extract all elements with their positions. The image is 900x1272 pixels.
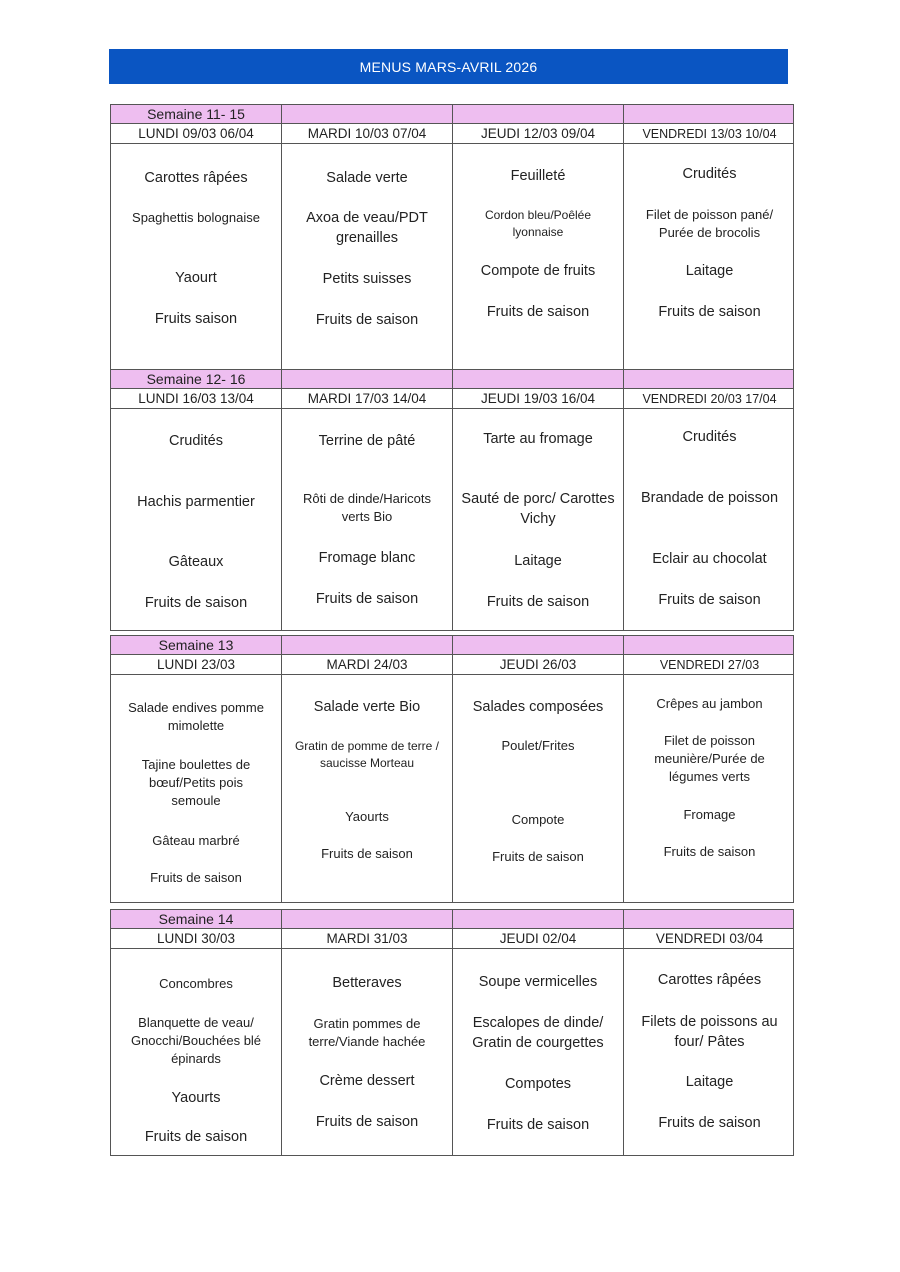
menu-cell (624, 675, 795, 902)
day-label: LUNDI 23/03 (111, 655, 282, 674)
week-2-table (110, 369, 794, 631)
menu-item: Fruits de saison (663, 844, 756, 859)
menu-item: Blanquette de veau/ Gnocchi/Bouchées blé épinards (130, 1015, 262, 1066)
menu-item: Betteraves (332, 975, 402, 991)
week-label: Semaine 14 (111, 910, 282, 928)
menu-cell (453, 409, 624, 630)
menu-item: Fruits de saison (150, 870, 242, 885)
menu-cell (111, 144, 282, 369)
menu-item: Fruits de saison (486, 304, 590, 320)
menu-item: Brandade de poisson (640, 490, 779, 506)
day-label: VENDREDI 20/03 17/04 (642, 391, 777, 406)
menu-cell (111, 409, 282, 630)
day-label: LUNDI 30/03 (111, 929, 282, 948)
menu-item: Soupe vermicelles (478, 974, 598, 990)
day-header-row (110, 124, 794, 144)
menu-item: Concombres (159, 976, 233, 991)
menu-item: Fruits de saison (658, 1115, 761, 1131)
menu-item: Tarte au fromage (483, 431, 593, 447)
day-label: MARDI 31/03 (282, 929, 453, 948)
menu-cell (624, 409, 795, 630)
menu-item: Crudités (682, 429, 737, 445)
day-label: LUNDI 16/03 13/04 (111, 389, 282, 408)
menu-cell (453, 675, 624, 902)
menu-row (110, 409, 794, 631)
menu-item: Fruits de saison (315, 591, 419, 607)
menu-cell (624, 144, 795, 369)
menu-item: Axoa de veau/PDT grenailles (306, 210, 428, 246)
menu-cell (282, 949, 453, 1155)
menu-item: Fromage blanc (318, 550, 416, 566)
menu-item: Fruits de saison (658, 592, 761, 608)
day-label: MARDI 10/03 07/04 (282, 124, 453, 143)
menu-item: Fruits de saison (492, 849, 584, 864)
menu-item: Gâteau marbré (152, 833, 240, 848)
menu-item: Salades composées (472, 699, 604, 715)
menu-item: Terrine de pâté (318, 433, 416, 449)
menu-item: Laitage (685, 263, 734, 279)
menu-item: Hachis parmentier (137, 494, 255, 510)
menu-item: Salade verte Bio (313, 699, 421, 715)
day-header-row (110, 389, 794, 409)
page-title: MENUS MARS-AVRIL 2026 (109, 49, 788, 84)
menu-item: Crudités (169, 433, 223, 449)
menu-item: Cordon bleu/Poêlée lyonnaise (484, 208, 592, 239)
menu-item: Poulet/Frites (501, 738, 575, 753)
menu-item: Fruits de saison (486, 594, 590, 610)
day-label: JEUDI 02/04 (453, 929, 624, 948)
day-label: JEUDI 12/03 09/04 (453, 124, 624, 143)
menu-item: Spaghettis bolognaise (132, 210, 260, 225)
day-header-row (110, 929, 794, 949)
menu-item: Yaourts (345, 809, 389, 824)
day-label: LUNDI 09/03 06/04 (111, 124, 282, 143)
menu-item: Fruits de saison (144, 1129, 248, 1145)
menu-item: Laitage (514, 553, 562, 569)
day-header-row (110, 655, 794, 675)
menu-item: Fruits de saison (144, 595, 248, 611)
menu-item: Feuilleté (510, 168, 566, 184)
menu-item: Crème dessert (319, 1073, 415, 1089)
menu-item: Tajine boulettes de bœuf/Petits pois semoule (141, 757, 251, 808)
week-1-table (110, 104, 794, 370)
menu-cell (111, 949, 282, 1155)
menu-item: Laitage (685, 1074, 734, 1090)
week-4-table (110, 909, 794, 1156)
week-header (110, 104, 794, 124)
menu-item: Filet de poisson meunière/Purée de légumes verts (654, 733, 765, 784)
menu-item: Fruits saison (154, 311, 238, 327)
week-label: Semaine 11- 15 (111, 105, 282, 123)
menu-item: Sauté de porc/ Carottes Vichy (461, 491, 615, 527)
week-header (110, 369, 794, 389)
menu-item: Fruits de saison (315, 1114, 419, 1130)
menu-item: Fruits de saison (315, 312, 419, 328)
menu-cell (453, 144, 624, 369)
day-label: JEUDI 19/03 16/04 (453, 389, 624, 408)
menu-item: Fromage (683, 807, 736, 822)
day-label: VENDREDI 27/03 (659, 657, 760, 672)
menu-cell (111, 675, 282, 902)
menu-item: Petits suisses (322, 271, 412, 287)
week-label: Semaine 12- 16 (111, 370, 282, 388)
day-label: MARDI 24/03 (282, 655, 453, 674)
menu-item: Salade verte (326, 170, 408, 186)
menu-item: Gratin de pomme de terre / saucisse Morteau (294, 739, 440, 770)
menu-row (110, 675, 794, 903)
week-label: Semaine 13 (111, 636, 282, 654)
menu-cell (282, 409, 453, 630)
menu-item: Carottes râpées (144, 170, 248, 186)
week-header (110, 909, 794, 929)
menu-item: Filet de poisson pané/ Purée de brocolis (645, 207, 774, 240)
menu-item: Filets de poissons au four/ Pâtes (641, 1014, 778, 1050)
menu-item: Rôti de dinde/Haricots verts Bio (303, 491, 431, 524)
menu-item: Crudités (682, 166, 737, 182)
menu-item: Fruits de saison (486, 1117, 590, 1133)
day-label: MARDI 17/03 14/04 (282, 389, 453, 408)
menu-item: Carottes râpées (657, 972, 762, 988)
menu-cell (453, 949, 624, 1155)
menu-cell (282, 675, 453, 902)
menu-row (110, 949, 794, 1156)
menu-item: Crêpes au jambon (656, 696, 763, 711)
menu-item: Gâteaux (168, 554, 224, 570)
menu-item: Compote (511, 812, 565, 827)
day-label: JEUDI 26/03 (453, 655, 624, 674)
menu-item: Salade endives pomme mimolette (128, 700, 264, 733)
week-header (110, 635, 794, 655)
menu-item: Compote de fruits (480, 263, 596, 279)
menu-row (110, 144, 794, 370)
menu-item: Fruits de saison (658, 304, 761, 320)
menu-cell (624, 949, 795, 1155)
menu-item: Eclair au chocolat (652, 551, 767, 567)
day-label: VENDREDI 13/03 10/04 (642, 126, 777, 141)
menu-item: Gratin pommes de terre/Viande hachée (308, 1016, 426, 1049)
menu-item: Compotes (504, 1076, 572, 1092)
menu-item: Yaourt (175, 270, 217, 286)
menu-item: Fruits de saison (321, 846, 413, 861)
day-label: VENDREDI 03/04 (655, 931, 764, 946)
menu-cell (282, 144, 453, 369)
menu-item: Escalopes de dinde/ Gratin de courgettes (472, 1015, 604, 1051)
menu-item: Yaourts (171, 1090, 221, 1106)
week-3-table (110, 635, 794, 903)
